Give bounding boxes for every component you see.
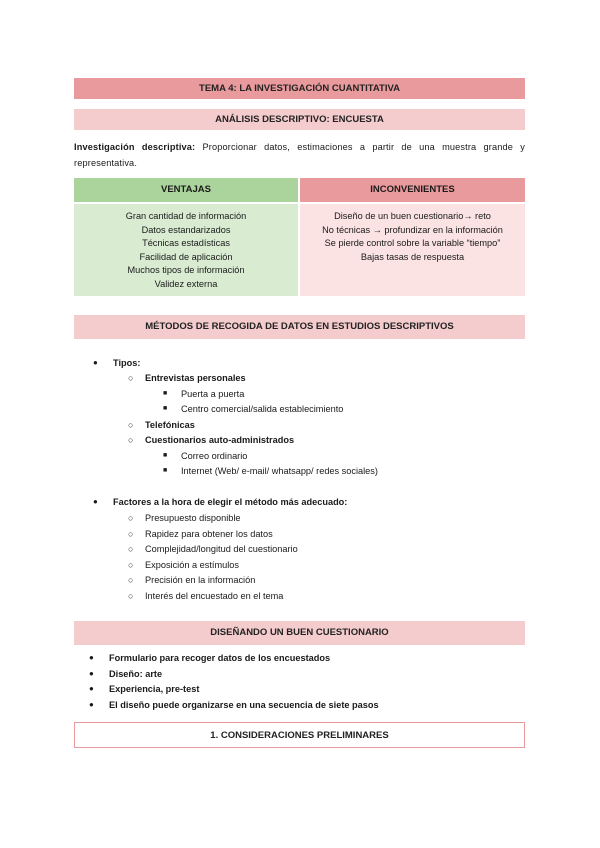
questionnaire-item: ● Formulario para recoger datos de los encuestados bbox=[109, 651, 330, 665]
disadvantage-item: No técnicas → profundizar en la información bbox=[322, 224, 503, 235]
pros-cons-table bbox=[74, 178, 525, 298]
advantage-item: Datos estandarizados bbox=[141, 224, 231, 235]
page-title: TEMA 4: LA INVESTIGACIÓN CUANTITATIVA bbox=[74, 78, 525, 99]
tipo-item: ○ Entrevistas personales bbox=[145, 371, 246, 385]
intro-text: Proporcionar datos, estimaciones a partir de una muestra grande y representativa. bbox=[74, 142, 525, 168]
advantage-item: Facilidad de aplicación bbox=[139, 251, 233, 262]
factor-item: ○ Complejidad/longitud del cuestionario bbox=[145, 542, 298, 556]
factores-label: ● Factores a la hora de elegir el método más adecuado: bbox=[113, 495, 347, 509]
advantage-item: Gran cantidad de información bbox=[125, 211, 247, 221]
advantages-cell bbox=[74, 204, 298, 296]
intro-term: Investigación descriptiva: bbox=[74, 142, 196, 152]
tipo-item: ○ Telefónicas bbox=[145, 418, 195, 432]
disadvantage-item: Bajas tasas de respuesta bbox=[360, 251, 465, 262]
tipos-label: ● Tipos: bbox=[113, 356, 140, 370]
subtipo-item: ■ Puerta a puerta bbox=[181, 387, 244, 401]
subtipo-item: ■ Correo ordinario bbox=[181, 449, 247, 463]
subtipo-item: ■ Centro comercial/salida establecimiento bbox=[181, 402, 343, 416]
methods-heading: MÉTODOS DE RECOGIDA DE DATOS EN ESTUDIOS DESCRIPTIVOS bbox=[74, 315, 525, 339]
questionnaire-item: ● Experiencia, pre-test bbox=[109, 682, 199, 696]
subtipo-item: ■ Internet (Web/ e-mail/ whatsapp/ redes sociales) bbox=[181, 464, 378, 478]
advantage-item: Muchos tipos de información bbox=[127, 265, 245, 276]
factor-item: ○ Interés del encuestado en el tema bbox=[145, 589, 283, 603]
factor-item: ○ Precisión en la información bbox=[145, 573, 255, 587]
intro-paragraph bbox=[74, 139, 525, 171]
factor-item: ○ Exposición a estímulos bbox=[145, 558, 239, 572]
step-heading: 1. CONSIDERACIONES PRELIMINARES bbox=[74, 722, 525, 748]
factor-item: ○ Presupuesto disponible bbox=[145, 511, 241, 525]
section-subtitle: ANÁLISIS DESCRIPTIVO: ENCUESTA bbox=[74, 109, 525, 130]
disadvantages-header: INCONVENIENTES bbox=[300, 178, 525, 202]
disadvantage-item: Se pierde control sobre la variable “tiempo” bbox=[324, 238, 501, 249]
advantage-item: Validez externa bbox=[154, 278, 218, 289]
questionnaire-heading: DISEÑANDO UN BUEN CUESTIONARIO bbox=[74, 621, 525, 645]
advantages-header: VENTAJAS bbox=[74, 178, 298, 202]
questionnaire-item: ● Diseño: arte bbox=[109, 667, 162, 681]
tipo-item: ○ Cuestionarios auto-administrados bbox=[145, 433, 294, 447]
factor-item: ○ Rapidez para obtener los datos bbox=[145, 527, 273, 541]
disadvantages-cell bbox=[300, 204, 525, 296]
disadvantage-item: Diseño de un buen cuestionario→ reto bbox=[334, 211, 491, 221]
questionnaire-item: ● El diseño puede organizarse en una secuencia de siete pasos bbox=[109, 698, 379, 712]
advantage-item: Técnicas estadísticas bbox=[142, 238, 230, 249]
